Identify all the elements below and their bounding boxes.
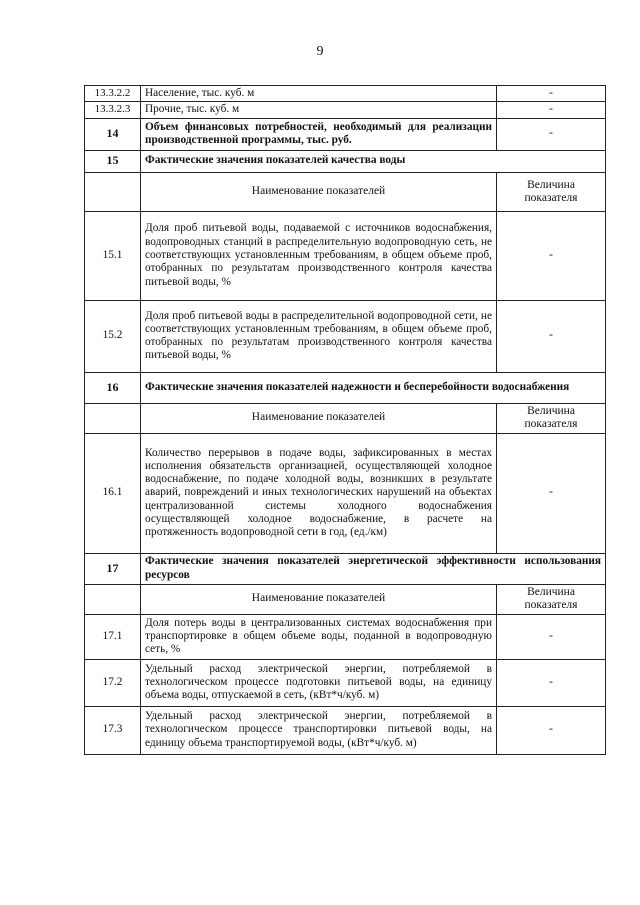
- indicator-name: Прочие, тыс. куб. м: [141, 102, 497, 118]
- table-row: [85, 659, 606, 706]
- column-header-value: Величина показателя: [497, 403, 606, 433]
- row-number: [85, 584, 141, 614]
- table-header-row: [85, 172, 606, 211]
- indicator-table: [84, 85, 606, 755]
- row-number: 17.3: [85, 706, 141, 754]
- indicator-value: -: [497, 86, 606, 102]
- indicator-value: -: [497, 118, 606, 150]
- column-header-value: Величина показателя: [497, 172, 606, 211]
- indicator-value: -: [497, 211, 606, 300]
- table-row: [85, 118, 606, 150]
- table-row: [85, 86, 606, 102]
- indicator-value: -: [497, 102, 606, 118]
- column-header-value: Величина показателя: [497, 584, 606, 614]
- row-number: 13.3.2.3: [85, 102, 141, 118]
- column-header-name: Наименование показателей: [141, 584, 497, 614]
- indicator-name: Удельный расход электрической энергии, потребляемой в технологическом процессе подготовки питьевой воды, на единицу объема воды, отпускаемой в сеть, (кВт*ч/куб. м): [141, 659, 497, 706]
- indicator-name: Доля проб питьевой воды в распределительной водопроводной сети, не соответствующих установленным требованиям, в общем объеме проб, отобранных по результатам производственного контроля качества питьевой воды, %: [141, 300, 497, 372]
- indicator-name: Количество перерывов в подаче воды, зафиксированных в местах исполнения обязательств организацией, осуществляющей холодное водоснабжение, по подаче холодной воды, возникших в результате аварий, повреждений и иных технологических нарушений на объектах централизованной системы холодного водоснабжения осуществляющей холодное водоснабжение, в расчете на протяженность водопроводной сети в год, (ед./км): [141, 433, 497, 553]
- row-number: 14: [85, 118, 141, 150]
- section-title: Фактические значения показателей надежности и бесперебойности водоснабжения: [141, 372, 606, 403]
- section-row: [85, 553, 606, 584]
- row-number: 16: [85, 372, 141, 403]
- column-header-name: Наименование показателей: [141, 172, 497, 211]
- row-number: 17: [85, 553, 141, 584]
- indicator-value: -: [497, 300, 606, 372]
- indicator-name: Объем финансовых потребностей, необходимый для реализации производственной программы, тыс. руб.: [141, 118, 497, 150]
- indicator-value: -: [497, 433, 606, 553]
- indicator-name: Население, тыс. куб. м: [141, 86, 497, 102]
- indicator-value: -: [497, 706, 606, 754]
- indicator-value: -: [497, 659, 606, 706]
- table-row: [85, 614, 606, 659]
- table-row: [85, 433, 606, 553]
- row-number: 13.3.2.2: [85, 86, 141, 102]
- row-number: 15: [85, 150, 141, 172]
- page-number: 9: [316, 44, 324, 59]
- indicator-name: Удельный расход электрической энергии, потребляемой в технологическом процессе транспортировки питьевой воды, на единицу объема транспортируемой воды, (кВт*ч/куб. м): [141, 706, 497, 754]
- section-row: [85, 150, 606, 172]
- row-number: 15.2: [85, 300, 141, 372]
- section-title: Фактические значения показателей качества воды: [141, 150, 606, 172]
- table-header-row: [85, 403, 606, 433]
- table-row: [85, 102, 606, 118]
- indicator-name: Доля потерь воды в централизованных системах водоснабжения при транспортировке в общем объеме воды, поданной в водопроводную сеть, %: [141, 614, 497, 659]
- section-title: Фактические значения показателей энергетической эффективности использования ресурсов: [141, 553, 606, 584]
- row-number: 15.1: [85, 211, 141, 300]
- table-row: [85, 300, 606, 372]
- row-number: 16.1: [85, 433, 141, 553]
- row-number: [85, 172, 141, 211]
- section-row: [85, 372, 606, 403]
- row-number: 17.2: [85, 659, 141, 706]
- indicator-name: Доля проб питьевой воды, подаваемой с источников водоснабжения, водопроводных станций в распределительную водопроводную сеть, не соответствующих установленным требованиям, в общем объеме проб, отобранных по результатам производственного контроля качества питьевой воды, %: [141, 211, 497, 300]
- table-row: [85, 211, 606, 300]
- row-number: [85, 403, 141, 433]
- column-header-name: Наименование показателей: [141, 403, 497, 433]
- indicator-table-body: [85, 86, 606, 755]
- table-row: [85, 706, 606, 754]
- table-header-row: [85, 584, 606, 614]
- row-number: 17.1: [85, 614, 141, 659]
- indicator-value: -: [497, 614, 606, 659]
